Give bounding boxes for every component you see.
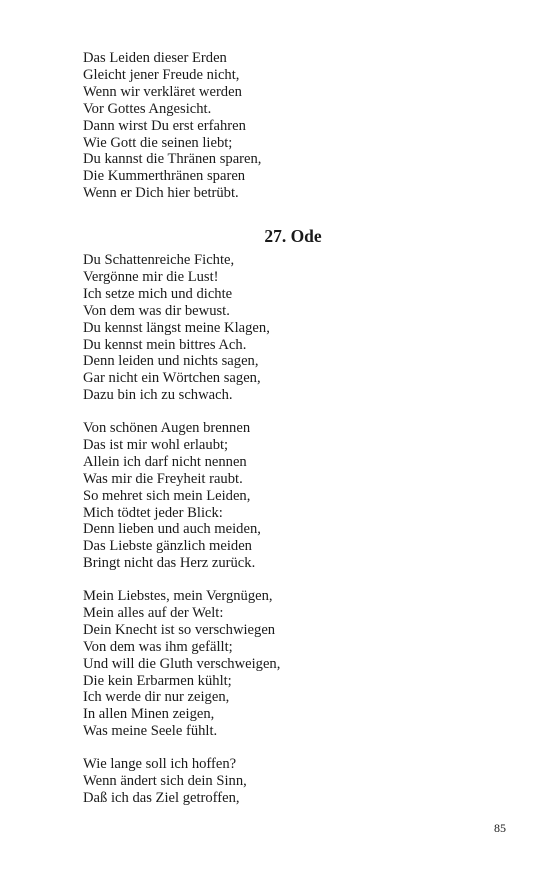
poem-line: Daß ich das Ziel getroffen, [83,789,240,806]
poem-line: Das Liebste gänzlich meiden [83,538,252,555]
poem-line: Dazu bin ich zu schwach. [83,387,233,404]
poem-line: Wenn ändert sich dein Sinn, [83,772,247,789]
poem-line: Von dem was dir bewust. [83,302,230,319]
poem-line: Du kennst längst meine Klagen, [83,319,270,336]
poem-line: Was meine Seele fühlt. [83,723,218,740]
poem-line: Was mir die Freyheit raubt. [83,470,243,487]
poem-line: Mich tödtet jeder Blick: [83,504,223,521]
poem-line: Du kennst mein bittres Ach. [83,336,247,353]
poem-line: Die kein Erbarmen kühlt; [83,672,232,689]
poem-line: Wie Gott die seinen liebt; [83,134,233,151]
poem-line: Ich werde dir nur zeigen, [83,689,230,706]
poem-line: Du kannst die Thränen sparen, [83,151,262,168]
poem-line: Du Schattenreiche Fichte, [83,252,235,268]
stanza-closing-previous-poem [83,50,261,202]
poem-line: Vor Gottes Angesicht. [83,100,212,117]
poem-line: Vergönne mir die Lust! [83,268,219,285]
page-number: 85 [494,821,506,835]
poem-line: Denn lieben und auch meiden, [83,521,261,538]
poem-line: Bringt nicht das Herz zurück. [83,555,256,572]
poem-line: Mein alles auf der Welt: [83,604,224,621]
poem-line: Wenn wir verkläret werden [83,83,242,100]
poem-line: Denn leiden und nichts sagen, [83,353,259,370]
poem-line: Gleicht jener Freude nicht, [83,66,240,83]
stanza-2 [83,420,261,572]
stanza-4 [83,756,247,807]
poem-line: Dein Knecht ist so verschwiegen [83,621,276,638]
stanza-1 [83,252,270,404]
poem-line: Das Leiden dieser Erden [83,50,227,66]
poem-line: Die Kummerthränen sparen [83,168,246,185]
poem-line: Mein Liebstes, mein Vergnügen, [83,588,273,604]
poem-line: Ich setze mich und dichte [83,285,233,302]
poem-line: Allein ich darf nicht nennen [83,453,247,470]
poem-title: 27. Ode [264,226,322,246]
poem-line: In allen Minen zeigen, [83,706,215,723]
stanza-3 [83,588,280,740]
poem-line: Wie lange soll ich hoffen? [83,756,237,772]
poem-line: Wenn er Dich hier betrübt. [83,185,239,202]
poem-line: Von schönen Augen brennen [83,420,251,436]
poem-line: Von dem was ihm gefällt; [83,638,233,655]
poem-line: Das ist mir wohl erlaubt; [83,436,229,453]
poem-line: Und will die Gluth verschweigen, [83,655,281,672]
poem-line: So mehret sich mein Leiden, [83,487,251,504]
poem-line: Gar nicht ein Wörtchen sagen, [83,370,261,387]
poem-line: Dann wirst Du erst erfahren [83,117,246,134]
